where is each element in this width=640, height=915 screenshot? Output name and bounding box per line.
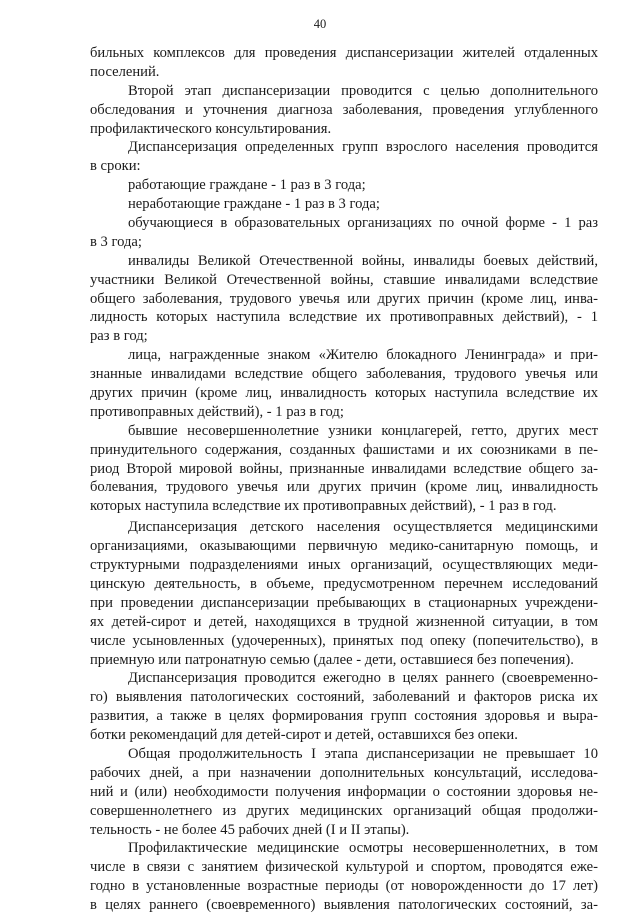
text-line: совершеннолетнего из других медицинских организаций общая продолжи- (90, 802, 598, 819)
text-line: тельность - не более 45 рабочих дней (I и II этапы). (90, 821, 410, 838)
text-line: других причин (кроме лиц, инвалидность которых наступила вследствие их (90, 385, 598, 402)
text-line: числе усыновленных (удочеренных), принятых под опеку (попечительство), в (90, 632, 598, 649)
text-line: знанные инвалидами вследствие общего заболевания, трудового увечья или (90, 366, 598, 383)
text-line: обучающиеся в образовательных организациях по очной форме - 1 раз (128, 215, 598, 232)
text-line: профилактического консультирования. (90, 120, 332, 137)
text-line: Диспансеризация детского населения осуществляется медицинскими (128, 519, 598, 536)
text-line: ний и (или) необходимости получения информации о состоянии здоровья не- (90, 783, 598, 800)
text-line: Диспансеризация определенных групп взрослого населения проводится (128, 139, 598, 156)
page-number: 40 (313, 17, 327, 31)
body-text (90, 44, 598, 915)
text-line: бывшие несовершеннолетние узники концлагерей, гетто, других мест (128, 422, 598, 439)
text-line: структурными подразделениями иных организаций, осуществляющих меди- (90, 557, 598, 574)
text-line: в сроки: (90, 158, 141, 175)
text-line: участники Великой Отечественной войны, ставшие инвалидами вследствие (90, 271, 598, 288)
text-line: лидность которых наступила вследствие их противоправных действий), - 1 (90, 309, 598, 326)
text-line: болевания, трудового увечья или других причин (кроме лиц, инвалидность (90, 479, 598, 496)
text-line: развития, а также в целях формирования групп состояния здоровья и выра- (90, 708, 598, 725)
text-line: цинскую деятельность, в объеме, предусмотренном перечнем исследований (90, 575, 598, 592)
text-line: принудительного содержания, созданных фашистами и их союзниками в пе- (90, 441, 598, 458)
text-line: поселений. (90, 63, 160, 80)
text-line: ях детей-сирот и детей, находящихся в трудной жизненной ситуации, в том (90, 613, 598, 630)
text-line: бильных комплексов для проведения диспансеризации жителей отдаленных (90, 45, 598, 61)
text-line: в 3 года; (90, 233, 142, 250)
text-line: обследования и уточнения диагноза заболевания, проведения углубленного (90, 101, 598, 118)
text-line: ботки рекомендаций для детей-сирот и детей, оставшихся без опеки. (90, 727, 518, 744)
text-line: раз в год; (90, 328, 148, 345)
text-line: при проведении диспансеризации пребывающих в стационарных учреждени- (90, 594, 598, 611)
text-line: неработающие граждане - 1 раз в 3 года; (128, 196, 380, 213)
text-line: работающие граждане - 1 раз в 3 года; (128, 177, 366, 194)
text-line: го) выявления патологических состояний, заболеваний и факторов риска их (90, 689, 598, 706)
text-line: Профилактические медицинские осмотры несовершеннолетних, в том (128, 840, 598, 857)
text-line: Второй этап диспансеризации проводится с целью дополнительного (128, 82, 598, 99)
text-line: инвалиды Великой Отечественной войны, инвалиды боевых действий, (128, 252, 598, 269)
text-line: приемную или патронатную семью (далее - дети, оставшиеся без попечения). (90, 651, 574, 668)
text-line: годно в установленные возрастные периоды (от новорожденности до 17 лет) (90, 878, 598, 895)
text-line: общего заболевания, трудового увечья или других причин (кроме лиц, инва- (90, 290, 598, 307)
text-line: организациями, оказывающими первичную медико-санитарную помощь, и (90, 538, 598, 555)
text-line: в целях раннего (своевременного) выявления патологических состояний, за- (90, 897, 598, 914)
text-line: риод Второй мировой войны, признанные инвалидами вследствие общего за- (90, 460, 598, 477)
text-line: которых наступила вследствие их противоправных действий), - 1 раз в год. (90, 498, 557, 515)
text-line: противоправных действий), - 1 раз в год; (90, 403, 344, 420)
text-line: Общая продолжительность I этапа диспансеризации не превышает 10 (128, 745, 598, 762)
text-line: лица, награжденные знаком «Жителю блокадного Ленинграда» и при- (128, 347, 598, 364)
text-line: Диспансеризация проводится ежегодно в целях раннего (своевременно- (128, 670, 598, 687)
text-line: числе в связи с занятием физической культурой и спортом, проводятся еже- (90, 859, 598, 876)
text-line: рабочих дней, а при назначении дополнительных консультаций, исследова- (90, 764, 598, 781)
